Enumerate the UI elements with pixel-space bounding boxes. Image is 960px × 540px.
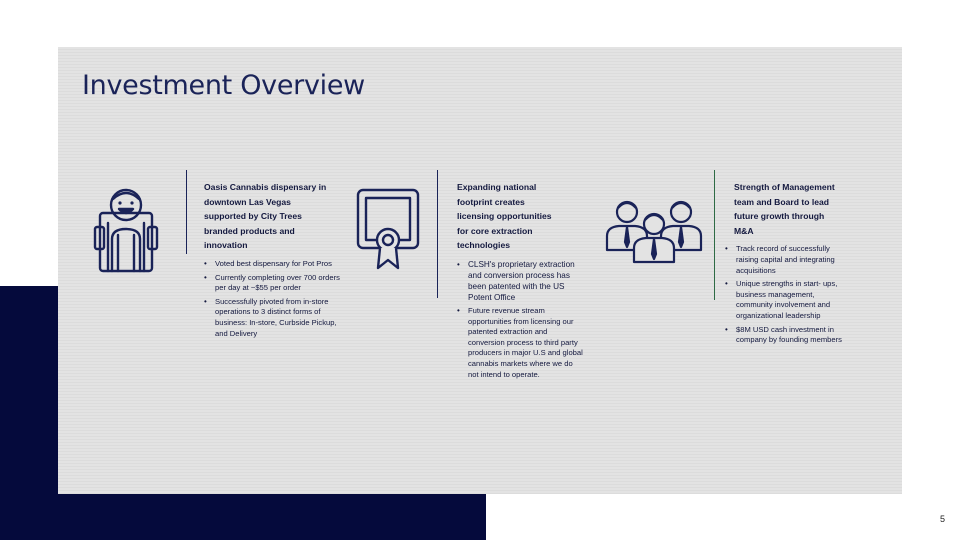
heading-line: future growth through (734, 211, 825, 222)
heading-line: branded products and (204, 225, 295, 236)
bullet-item: • Successfully pivoted from in-store operations to 3 distinct forms of business: In-store, Curbside Pickup, and Delivery (204, 297, 344, 339)
column-licensing (457, 180, 585, 383)
heading-line: footprint creates (457, 196, 525, 207)
bullet-item: • Unique strengths in start- ups, business management, community involvement and organizational leadership (725, 279, 852, 321)
management-team-icon (605, 194, 705, 264)
bullet-item: • Currently completing over 700 orders per day at ~$55 per order (204, 273, 344, 294)
bullet-item: • Track record of successfully raising capital and integrating acquisitions (725, 244, 852, 276)
bullet-item: • Voted best dispensary for Pot Pros (204, 259, 344, 270)
column-divider-3 (714, 170, 715, 300)
bullet-list (204, 259, 344, 339)
bullet-list (725, 244, 852, 345)
slide-title: Investment Overview (82, 70, 365, 101)
column-divider-1 (186, 170, 187, 254)
heading-line: downtown Las Vegas (204, 196, 291, 207)
heading-line: team and Board to lead (734, 196, 830, 207)
heading-line: M&A (734, 225, 754, 236)
bullet-item: • CLSH's proprietary extraction and conversion process has been patented with the US Potent Office (457, 259, 585, 303)
heading-line: Expanding national (457, 182, 537, 192)
heading-line: for core extraction (457, 225, 533, 236)
column-heading (457, 180, 585, 253)
heading-line: supported by City Trees (204, 211, 302, 222)
bullet-item: • Future revenue stream opportunities from licensing our patented extraction and conversion process to third party producers in major U.S and global cannabis markets where we do not intend to operate. (457, 306, 585, 380)
column-heading (204, 180, 344, 253)
hiker-icon (92, 183, 160, 275)
certificate-icon (356, 188, 426, 272)
column-oasis (204, 180, 344, 342)
heading-line: innovation (204, 240, 248, 251)
column-management (734, 180, 852, 349)
heading-line: Strength of Management (734, 182, 835, 192)
column-divider-2 (437, 170, 438, 298)
bullet-item: • $8M USD cash investment in company by founding members (725, 325, 852, 346)
heading-line: Oasis Cannabis dispensary in (204, 182, 327, 192)
heading-line: technologies (457, 240, 511, 251)
column-heading (734, 180, 852, 238)
bullet-list (457, 259, 585, 380)
heading-line: licensing opportunities (457, 211, 552, 222)
page-number: 5 (940, 514, 946, 524)
